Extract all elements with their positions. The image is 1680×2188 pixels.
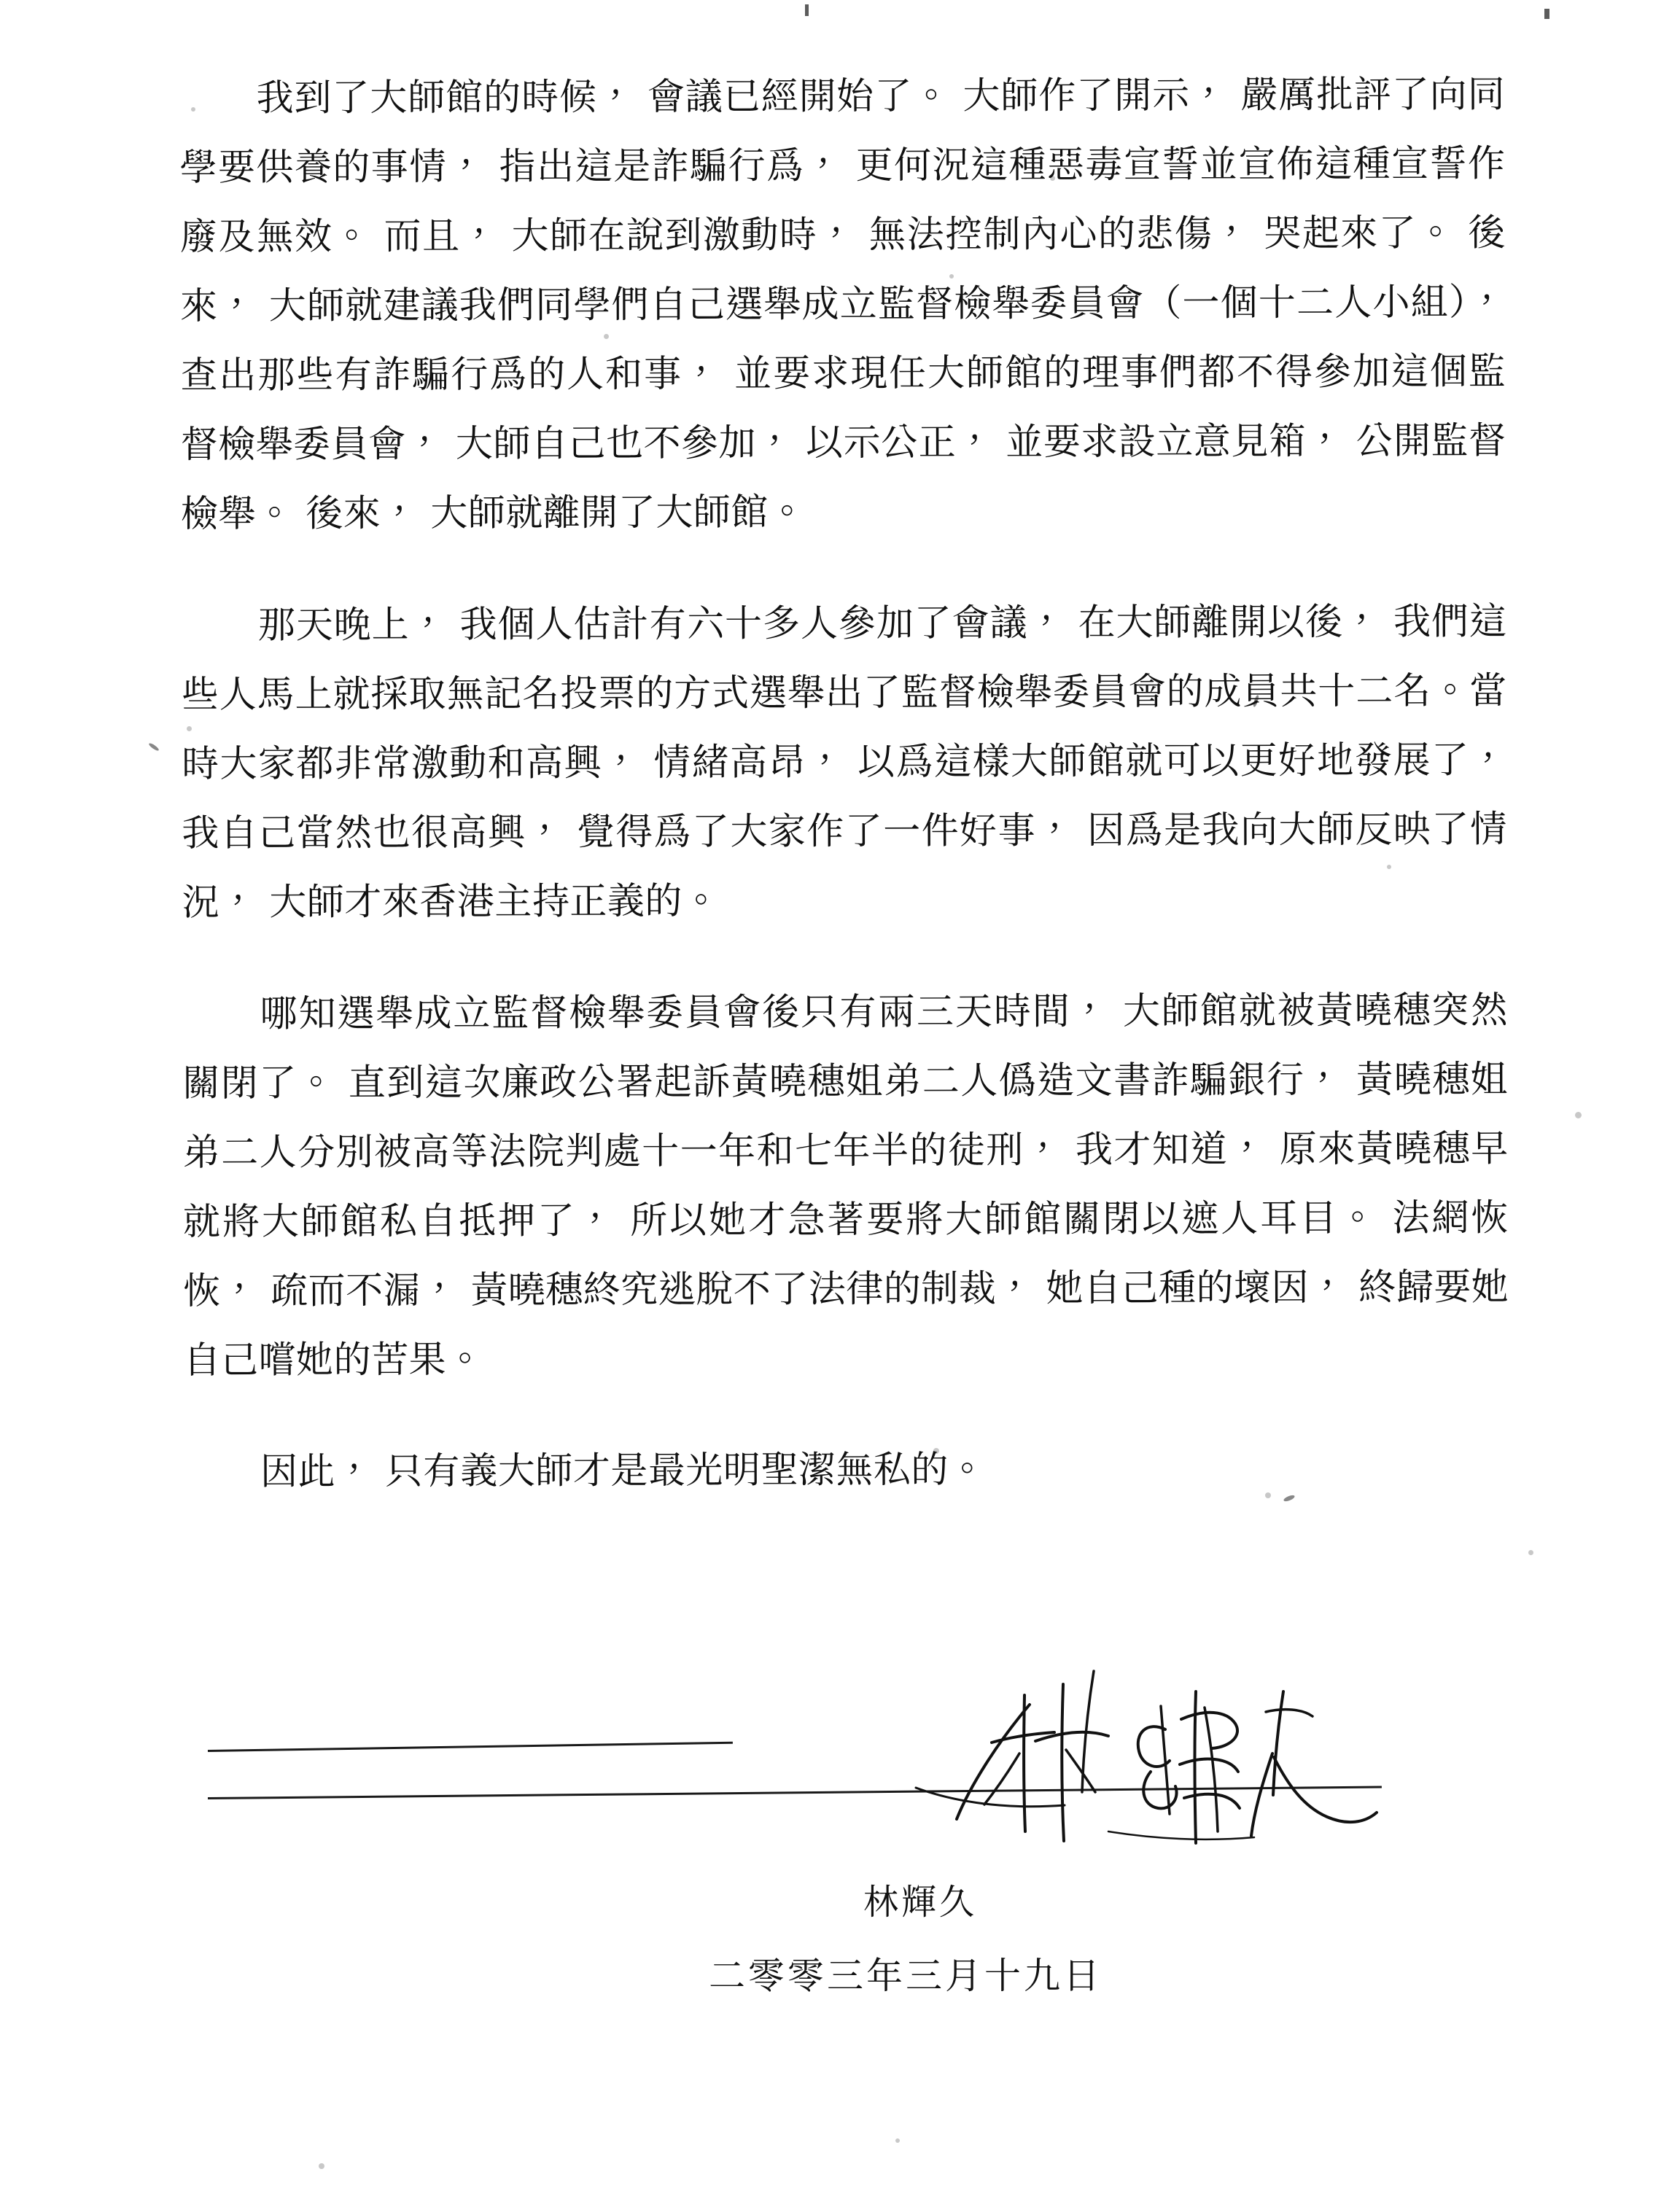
signature-block [0, 1655, 1680, 2092]
scan-speck [805, 4, 809, 16]
paragraph-1 [179, 60, 1506, 549]
scan-speck [1544, 9, 1549, 19]
scan-speck [319, 2163, 324, 2169]
paragraph-1-text: 我到了大師館的時候， 會議已經開始了。 大師作了開示， 嚴厲批評了向同學要供養的事情， 指出這是詐騙行爲， 更何況這種惡毒宣誓並宣佈這種宣誓作廢及無效。 而且， 大師在說到激動時， 無法控制內心的悲傷， 哭起來了。 後來， 大師就建議我們同學們自己選舉成立監督檢舉委員會（一個十二人小組）， 查出那些有詐騙行爲的人和事， 並要求現任大師館的理事們都不得參加這個監督檢舉委員會， 大師自己也不參加， 以示公正， 並要求設立意見箱， 公開監督檢舉。 後來， 大師就離開了大師館。 [179, 73, 1506, 536]
paragraph-3 [182, 976, 1509, 1395]
letter-body [179, 60, 1509, 1549]
scan-speck [1575, 1112, 1582, 1118]
paragraph-4 [184, 1433, 1509, 1507]
signer-printed-name: 林輝久 [863, 1882, 977, 1923]
paragraph-3-text: 哪知選舉成立監督檢舉委員會後只有兩三天時間， 大師館就被黃曉穗突然關閉了。 直到這次廉政公署起訴黃曉穗姐弟二人僞造文書詐騙銀行， 黃曉穗姐弟二人分別被高等法院判處十一年和七年半的徒刑， 我才知道， 原來黃曉穗早就將大師館私自抵押了， 所以她才急著要將大師館關閉以遮人耳目。 法網恢恢， 疏而不漏， 黃曉穗終究逃脫不了法律的制裁， 她自己種的壞因， 終歸要她自己嚐她的苦果。 [182, 989, 1509, 1382]
scan-speck [1528, 1550, 1533, 1555]
scan-speck [895, 2138, 900, 2143]
signature-rule-upper [208, 1742, 733, 1752]
paragraph-2-text: 那天晚上， 我個人估計有六十多人參加了會議， 在大師離開以後， 我們這些人馬上就採取無記名投票的方式選舉出了監督檢舉委員會的成員共十二名。當時大家都非常激動和高興， 情緒高昂， 以爲這樣大師館就可以更好地發展了， 我自己當然也很高興， 覺得爲了大家作了一件好事， 因爲是我向大師反映了情況， 大師才來香港主持正義的。 [181, 600, 1508, 924]
paragraph-2 [181, 587, 1507, 938]
signature-date: 二零零三年三月十九日 [709, 1955, 1102, 1997]
scan-speck [148, 742, 160, 752]
paragraph-4-text: 因此， 只有義大師才是最光明聖潔無私的。 [260, 1448, 987, 1494]
handwritten-signature [875, 1662, 1385, 1852]
